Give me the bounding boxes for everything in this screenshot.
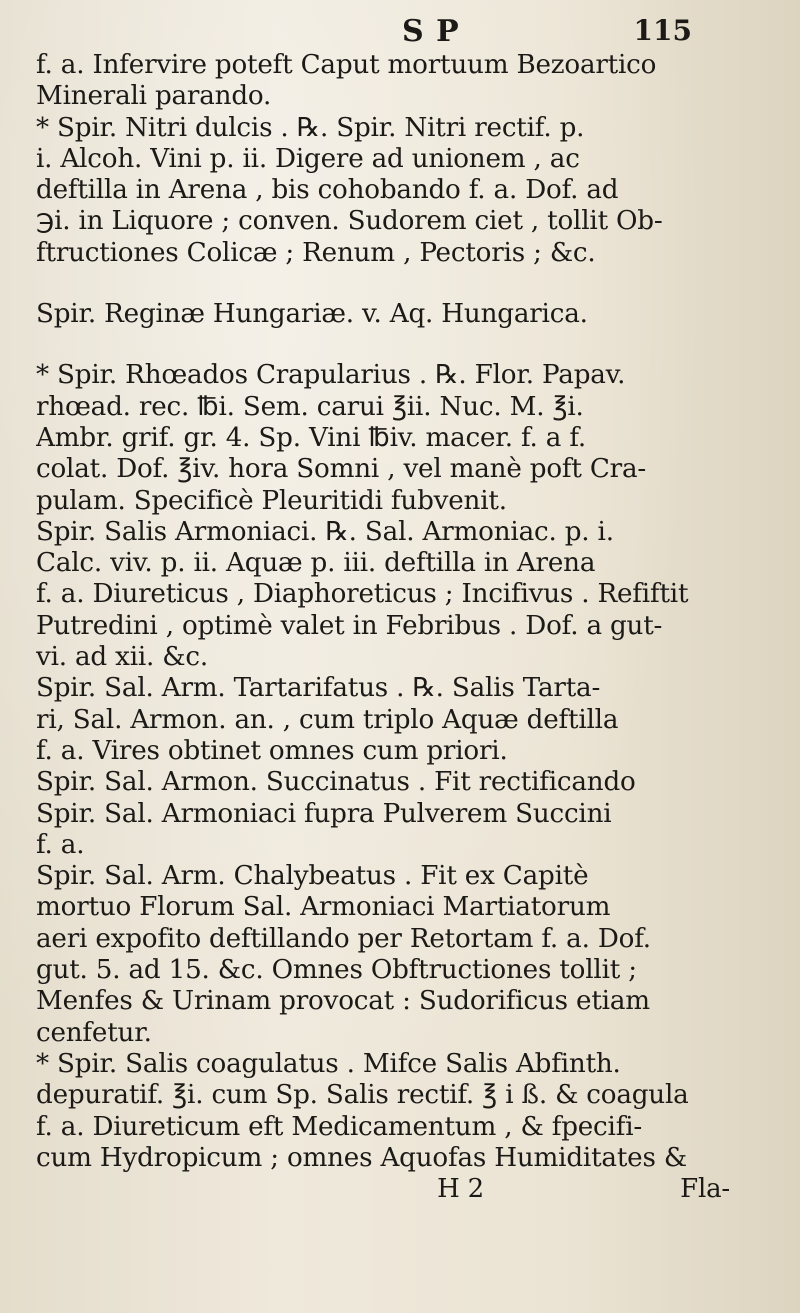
paragraph-spir-nitri-dulcis — [36, 50, 770, 269]
page-footer — [36, 1174, 770, 1205]
page-header — [36, 12, 770, 50]
text-line: ri, Sal. Armon. an. , cum triplo Aquæ deftilla — [36, 704, 619, 735]
paragraph-gap — [36, 269, 770, 299]
text-line: aeri expofito deftillando per Retortam f. a. Dof. — [36, 923, 651, 954]
catchword: Fla- — [680, 1174, 730, 1205]
text-line: * Spir. Salis coagulatus . Mifce Salis Abfinth. — [36, 1048, 621, 1079]
text-line: f. a. Infervire poteft Caput mortuum Bezoartico — [36, 50, 657, 80]
text-line: rhœad. rec. ℔i. Sem. carui ℥ii. Nuc. M. ℥i. — [36, 391, 584, 422]
text-line: Spir. Sal. Arm. Chalybeatus . Fit ex Capitè — [36, 861, 589, 892]
page-number: 115 — [633, 14, 692, 47]
text-line: vi. ad xii. &c. — [36, 642, 208, 673]
text-line: depuratif. ℥i. cum Sp. Salis rectif. ℥ i ß. & coagula — [36, 1080, 689, 1111]
text-line: f. a. Diureticum eft Medicamentum , & fpecifi- — [36, 1111, 643, 1142]
text-line: ftructiones Colicæ ; Renum , Pectoris ; &c. — [36, 237, 596, 268]
text-line: cum Hydropicum ; omnes Aquofas Humiditates & — [36, 1142, 687, 1173]
text-line: ℈i. in Liquore ; conven. Sudorem ciet , tollit Ob- — [36, 206, 663, 237]
page-body — [36, 50, 770, 1205]
text-line: Spir. Salis Armoniaci. ℞. Sal. Armoniac. p. i. — [36, 516, 614, 547]
text-line: Ambr. grif. gr. 4. Sp. Vini ℔iv. macer. f. a f. — [36, 422, 587, 453]
paragraph-spir-reginae-hungariae — [36, 299, 770, 330]
text-line: mortuo Florum Sal. Armoniaci Martiatorum — [36, 892, 611, 923]
text-line: f. a. — [36, 829, 85, 860]
signature-mark: H 2 — [437, 1174, 484, 1205]
running-head-signature: S P — [402, 14, 460, 49]
text-line: Spir. Sal. Arm. Tartarifatus . ℞. Salis Tarta- — [36, 673, 601, 704]
text-line: Calc. viv. p. ii. Aquæ p. iii. deftilla in Arena — [36, 548, 596, 579]
text-line: Putredini , optimè valet in Febribus . Dof. a gut- — [36, 610, 663, 641]
text-line: Spir. Sal. Armon. Succinatus . Fit rectificando — [36, 767, 636, 798]
text-line: * Spir. Rhœados Crapularius . ℞. Flor. Papav. — [36, 360, 626, 391]
text-line: colat. Dof. ℥iv. hora Somni , vel manè poft Cra- — [36, 454, 647, 485]
text-line: cenfetur. — [36, 1017, 152, 1048]
text-line: f. a. Diureticus , Diaphoreticus ; Incifivus . Refiftit — [36, 579, 689, 610]
text-line: f. a. Vires obtinet omnes cum priori. — [36, 735, 508, 766]
text-line: deftilla in Arena , bis cohobando f. a. Dof. ad — [36, 175, 619, 206]
text-line: Minerali parando. — [36, 81, 272, 112]
paragraph-spir-rhoeados — [36, 360, 770, 861]
text-line: Spir. Sal. Armoniaci fupra Pulverem Succini — [36, 798, 612, 829]
text-line: * Spir. Nitri dulcis . ℞. Spir. Nitri rectif. p. — [36, 112, 585, 143]
text-line: Menfes & Urinam provocat : Sudorificus etiam — [36, 986, 650, 1017]
text-line: gut. 5. ad 15. &c. Omnes Obftructiones tollit ; — [36, 955, 637, 986]
text-line: Spir. Reginæ Hungariæ. v. Aq. Hungarica. — [36, 299, 588, 330]
paragraph-spir-sal-arm-chalybeatus — [36, 861, 770, 1174]
text-line: i. Alcoh. Vini p. ii. Digere ad unionem , ac — [36, 143, 580, 174]
text-line: pulam. Specificè Pleuritidi fubvenit. — [36, 485, 507, 516]
paragraph-gap — [36, 330, 770, 360]
